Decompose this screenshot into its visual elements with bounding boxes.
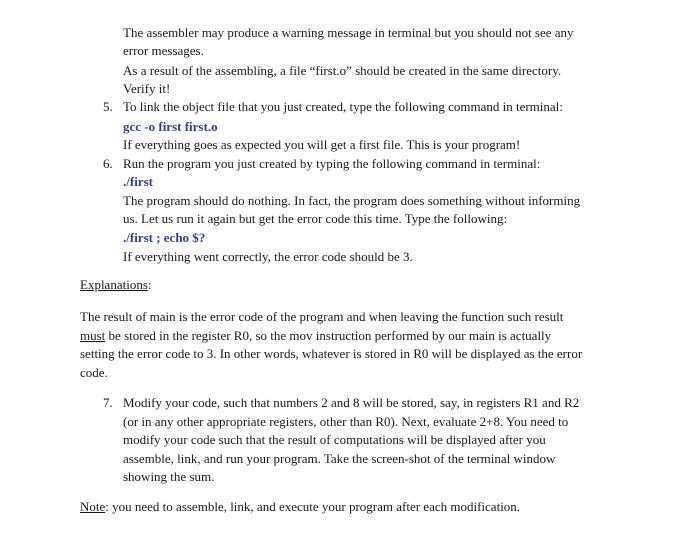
explanations-line-2-rest: be stored in the register R0, so the mov instruction performed by our main is actually (105, 328, 552, 343)
note-text: : you need to assemble, link, and execute your program after each modification. (105, 499, 521, 514)
note-label: Note (80, 499, 106, 514)
step-5-line-2: If everything goes as expected you will get a first file. This is your program! (123, 137, 521, 152)
step-6-line-4: If everything went correctly, the error code should be 3. (123, 249, 413, 264)
step-6-line-1: Run the program you just created by typing the following command in terminal: (123, 156, 541, 171)
explanations-line-4: code. (80, 365, 108, 380)
step-7-line-5: showing the sum. (123, 469, 215, 484)
step-5-number: 5. (103, 99, 113, 114)
step-7-line-1: Modify your code, such that numbers 2 and 8 will be stored, say, in registers R1 and R2 (123, 395, 580, 410)
step-6-line-2: The program should do nothing. In fact, the program does something without informing (123, 193, 581, 208)
step-5-line-1: To link the object file that you just created, type the following command in terminal: (123, 99, 563, 114)
step-7-line-4: assemble, link, and run your program. Take the screen-shot of the terminal window (123, 451, 556, 466)
step-7-line-3: modify your code such that the result of computations will be displayed after you (123, 432, 546, 447)
step-6-number: 6. (103, 156, 113, 171)
step-6-command-1: ./first (123, 174, 153, 189)
explanations-line-2 (80, 327, 551, 345)
explanations-line-1: The result of main is the error code of the program and when leaving the function such result (80, 309, 564, 324)
step-6-line-3: us. Let us run it again but get the error code this time. Type the following: (123, 211, 508, 226)
intro-line-2: error messages. (123, 43, 204, 58)
explanations-heading (80, 276, 152, 294)
explanations-heading-text: Explanations (80, 277, 148, 292)
step-5-command: gcc -o first first.o (123, 119, 218, 134)
note-line (80, 498, 520, 516)
step-7-line-2: (or in any other appropriate registers, other than R0). Next, evaluate 2+8. You need to (123, 414, 569, 429)
explanations-line-3: setting the error code to 3. In other words, whatever is stored in R0 will be displayed as the error (80, 346, 583, 361)
step-6-command-2: ./first ; echo $? (123, 230, 206, 245)
explanations-heading-colon: : (147, 277, 152, 292)
intro-line-1: The assembler may produce a warning message in terminal but you should not see any (123, 25, 574, 40)
intro-line-3: As a result of the assembling, a file “first.o” should be created in the same directory. (123, 63, 562, 78)
step-7-number: 7. (103, 395, 113, 410)
intro-line-4: Verify it! (123, 81, 171, 96)
explanations-must: must (80, 328, 106, 343)
